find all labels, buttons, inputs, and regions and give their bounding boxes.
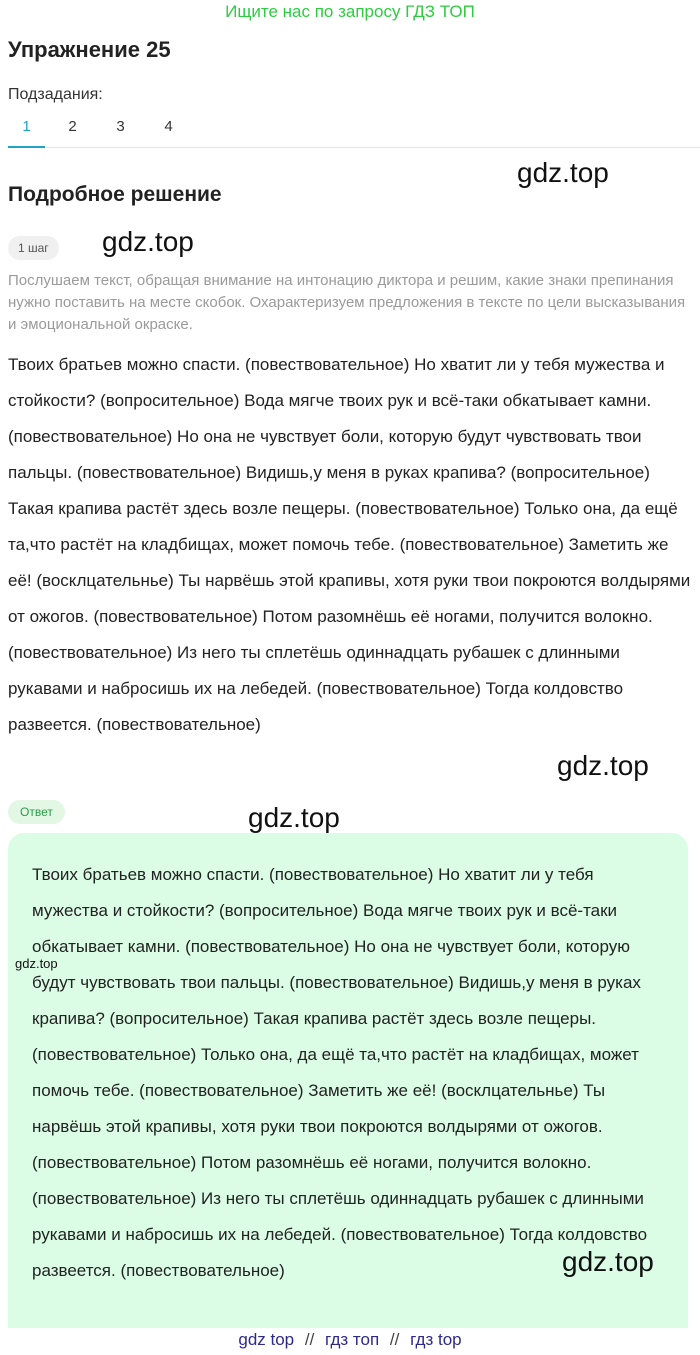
watermark: gdz.top [248,802,340,833]
page-title: Упражнение 25 [8,37,171,62]
answer-text: Твоих братьев можно спасти. (повествовательное) Но хватит ли у тебя мужества и стойкости? (вопросительное) Вода мягче твоих рук и всё-таки обкатывает камни. (повествовательное) Но она не чувствует боли, которую будут чувствовать твои пальцы. (повествовательное) Видишь,у меня в руках крапива? (вопросительное) Такая крапива растёт здесь возле пещеры. (повествовательное) Только она, да ещё та,что растёт на кладбищах, может помочь тебе. (повествовательное) Заметить же её! (восклцательнье) Ты нарвёшь этой крапивы, хотя руки твои покроются волдырями от ожогов. (повествовательное) Потом разомнёшь её ногами, получится волокно. (повествовательное) Из него ты сплетёшь одиннадцать рубашек с длинными рукавами и набросишь их на лебедей. (повествовательное) Тогда колдовство развеется. (повествовательное) [32,865,648,1280]
watermark: gdz.top [562,1246,654,1277]
watermark: gdz.top [557,750,649,781]
watermark: gdz.top [517,157,609,188]
watermark-small: gdz.top [15,956,58,971]
watermark: gdz.top [102,226,194,257]
solution-text: Твоих братьев можно спасти. (повествовательное) Но хватит ли у тебя мужества и стойкости? (вопросительное) Вода мягче твоих рук и всё-таки обкатывает камни. (повествовательное) Но она не чувствует боли, которую будут чувствовать твои пальцы. (повествовательное) Видишь,у меня в руках крапива? (вопросительное) Такая крапива растёт здесь возле пещеры. (повествовательное) Только она, да ещё та,что растёт на кладбищах, может помочь тебе. (повествовательное) Заметить же её! (восклцательнье) Ты нарвёшь этой крапивы, хотя руки твои покроются волдырями от ожогов. (повествовательное) Потом разомнёшь её ногами, получится волокно. (повествовательное) Из него ты сплетёшь одиннадцать рубашек с длинными рукавами и набросишь их на лебедей. (повествовательное) Тогда колдовство развеется. (повествовательное) [8,355,691,734]
tab-2[interactable]: 2 [68,118,77,135]
step-hint: Послушаем текст, обращая внимание на интонацию диктора и решим, какие знаки препинания нужно поставить на месте скобок. Охарактеризуем предложения в тексте по цели высказывания и эмоциональной окраске. [8,272,686,333]
answer-badge: Ответ [8,800,65,824]
tab-3[interactable]: 3 [116,118,125,135]
subtasks-label: Подзадания: [8,86,103,103]
footer-link-gdz-top-ru[interactable]: гдз топ [325,1330,380,1349]
step-badge: 1 шаг [8,236,59,260]
section-title: Подробное решение [8,183,222,206]
footer-link-gdz-top-mixed[interactable]: гдз top [410,1330,462,1349]
tab-4[interactable]: 4 [164,118,173,135]
footer-link-gdz-top[interactable]: gdz top [238,1330,295,1349]
search-banner: Ищите нас по запросу ГДЗ ТОП [225,2,475,21]
footer-separator: // [389,1330,400,1349]
tab-1[interactable]: 1 [8,114,45,148]
subtask-tabs [8,114,700,148]
footer-links [0,1330,700,1350]
footer-separator: // [304,1330,315,1349]
